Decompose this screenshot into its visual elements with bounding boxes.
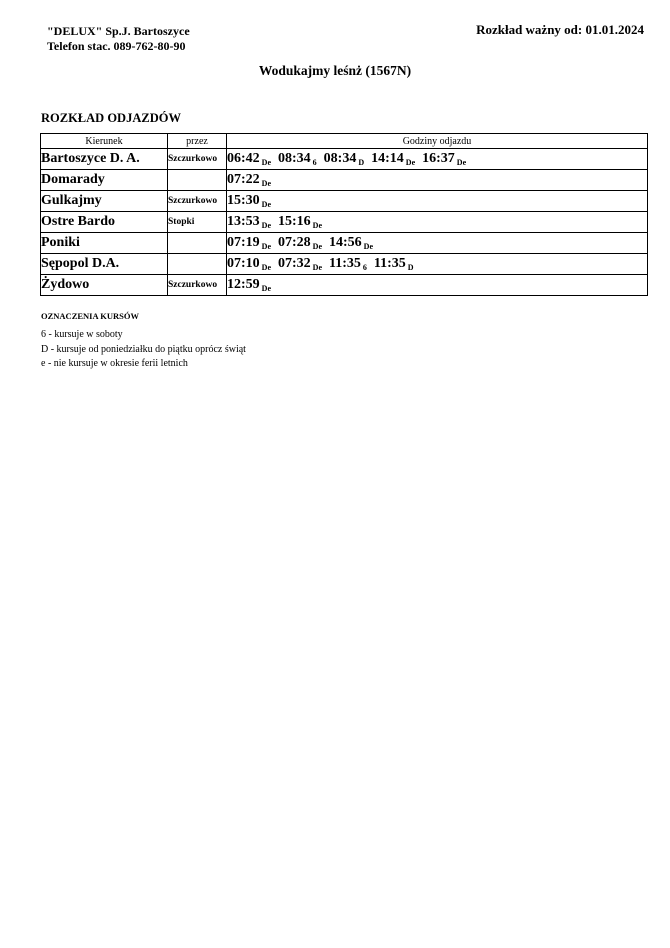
departure [227, 151, 271, 167]
table-row [41, 275, 648, 296]
departure-time: 12:59 [227, 277, 260, 292]
departure-mark: De [312, 263, 322, 272]
departure-time: 14:14 [371, 151, 404, 166]
departure [227, 193, 271, 209]
table-row [41, 170, 648, 191]
direction-cell: Poniki [41, 233, 168, 254]
table-row [41, 212, 648, 233]
direction-cell: Sępopol D.A. [41, 254, 168, 275]
via-cell [168, 254, 227, 275]
departure-mark: De [261, 200, 271, 209]
table-row [41, 254, 648, 275]
departure-mark: De [456, 158, 467, 167]
departure-mark: De [261, 158, 271, 167]
departure-mark: De [261, 221, 271, 230]
departure [278, 214, 322, 230]
departure-time: 11:35 [329, 256, 361, 271]
departure-time: 15:30 [227, 193, 260, 208]
departure [227, 172, 271, 188]
legend-title: OZNACZENIA KURSÓW [41, 311, 140, 321]
departures-cell [227, 233, 648, 254]
legend-item: e - nie kursuje w okresie ferii letnich [41, 358, 188, 369]
departure-time: 07:28 [278, 235, 311, 250]
departure [278, 235, 322, 251]
departure-time: 07:22 [227, 172, 260, 187]
departure-time: 15:16 [278, 214, 311, 229]
via-cell: Szczurkowo [168, 275, 227, 296]
timetable [40, 133, 648, 296]
timetable-header-row [41, 134, 648, 149]
direction-cell: Ostre Bardo [41, 212, 168, 233]
via-cell: Szczurkowo [168, 149, 227, 170]
direction-cell: Żydowo [41, 275, 168, 296]
departure-time: 07:10 [227, 256, 260, 271]
valid-from: Rozkład ważny od: 01.01.2024 [476, 22, 644, 37]
departure-mark: De [261, 179, 271, 188]
table-row [41, 149, 648, 170]
departure [329, 256, 367, 272]
departure [227, 235, 271, 251]
departure-mark: D [407, 263, 414, 272]
header-direction: Kierunek [41, 134, 168, 149]
departure [374, 256, 414, 272]
departures-cell [227, 212, 648, 233]
departure-mark: 6 [312, 158, 317, 167]
table-row [41, 191, 648, 212]
departure [371, 151, 415, 167]
departure [422, 151, 466, 167]
table-row [41, 233, 648, 254]
departure-mark: D [358, 158, 365, 167]
via-cell [168, 170, 227, 191]
departure-time: 08:34 [278, 151, 311, 166]
departure-mark: De [312, 221, 322, 230]
departure-time: 11:35 [373, 256, 406, 271]
company-phone: Telefon stac. 089-762-80-90 [47, 39, 186, 53]
direction-cell: Bartoszyce D. A. [41, 149, 168, 170]
departure [227, 214, 271, 230]
departures-cell [227, 254, 648, 275]
departure-time: 06:42 [227, 151, 260, 166]
direction-cell: Domarady [41, 170, 168, 191]
legend-item: 6 - kursuje w soboty [41, 329, 123, 340]
departure [227, 277, 271, 293]
legend-item: D - kursuje od poniedziałku do piątku oprócz świąt [41, 343, 246, 355]
company-name: "DELUX" Sp.J. Bartoszyce [47, 24, 190, 38]
departures-cell [227, 149, 648, 170]
departure-time: 16:37 [422, 151, 455, 166]
timetable-body [41, 149, 648, 296]
departure-mark: De [363, 242, 373, 251]
company-info [47, 24, 190, 54]
departure-mark: De [405, 158, 416, 167]
departure-mark: 6 [362, 263, 367, 272]
stop-title: Wodukajmy leśnż (1567N) [258, 63, 412, 78]
departure [324, 151, 364, 167]
via-cell [168, 233, 227, 254]
legend [41, 328, 246, 372]
departure-mark: De [312, 242, 322, 251]
header-times: Godziny odjazdu [227, 134, 648, 149]
direction-cell: Gulkajmy [41, 191, 168, 212]
departures-cell [227, 191, 648, 212]
departures-cell [227, 275, 648, 296]
departure-time: 08:34 [323, 151, 357, 166]
via-cell: Stopki [168, 212, 227, 233]
departure-time: 13:53 [227, 214, 260, 229]
via-cell: Szczurkowo [168, 191, 227, 212]
departure-mark: De [261, 263, 271, 272]
departure [329, 235, 373, 251]
departure-time: 07:32 [278, 256, 311, 271]
departure [278, 256, 322, 272]
departure [227, 256, 271, 272]
departure-mark: De [261, 242, 271, 251]
departure [278, 151, 317, 167]
departure-mark: De [261, 284, 271, 293]
departure-time: 07:19 [227, 235, 260, 250]
section-title: ROZKŁAD ODJAZDÓW [41, 111, 181, 125]
header-via: przez [168, 134, 227, 149]
departure-time: 14:56 [329, 235, 362, 250]
departures-cell [227, 170, 648, 191]
